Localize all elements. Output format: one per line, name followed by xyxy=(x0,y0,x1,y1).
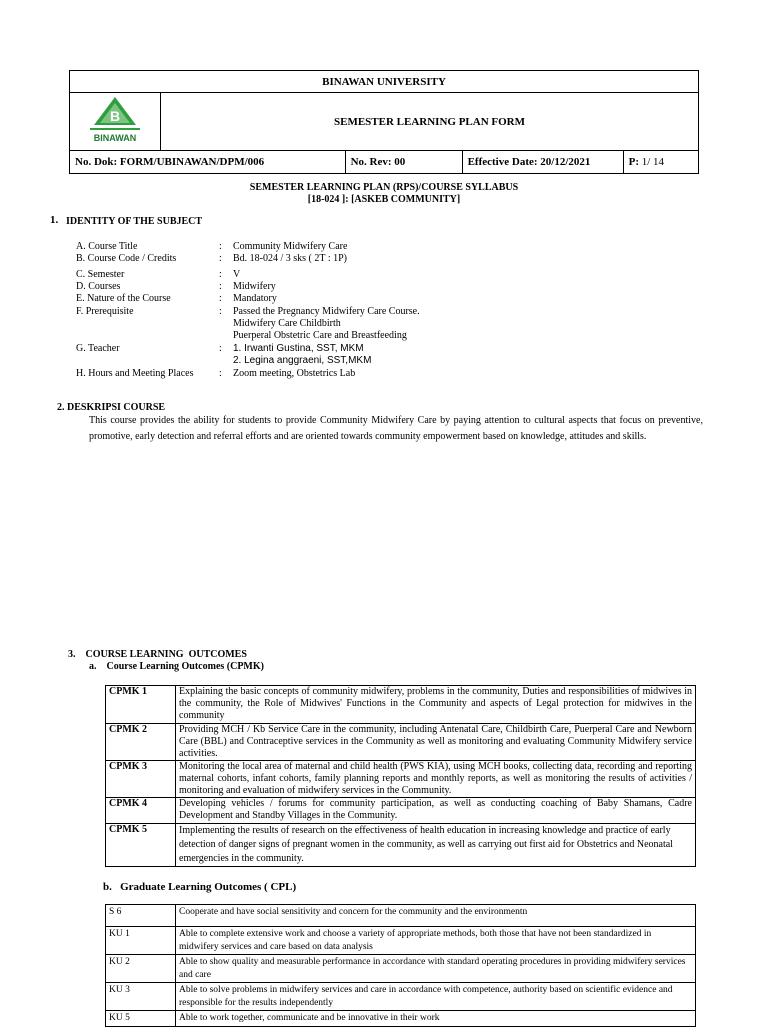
colon: : xyxy=(219,306,222,317)
identity-label: H. Hours and Meeting Places xyxy=(76,368,194,379)
colon: : xyxy=(219,269,222,280)
identity-value: V xyxy=(233,269,241,280)
syllabus-title xyxy=(0,182,768,206)
page-indicator: P: 1/ 14 xyxy=(628,156,665,168)
cpmk-text: Implementing the results of research on the effectiveness of health education in increasing knowledge and practice of early detection of danger signs of pregnant women in the community, as well as carrying out first aid for Obstetrics and Neonatal emergencies in the community. xyxy=(176,824,696,867)
table-row xyxy=(106,686,696,724)
identity-label: G. Teacher xyxy=(76,343,120,354)
identity-label: A. Course Title xyxy=(76,241,138,252)
table-row xyxy=(106,905,696,927)
doc-number: No. Dok: FORM/UBINAWAN/DPM/006 xyxy=(70,151,346,174)
cpmk-code: CPMK 4 xyxy=(106,798,176,824)
cpl-subheading: b. Graduate Learning Outcomes ( CPL) xyxy=(103,881,297,893)
identity-value: 1. Irwanti Gustina, SST, MKM xyxy=(233,343,364,354)
cpl-table xyxy=(105,904,696,1027)
cpmk-code: CPMK 2 xyxy=(106,724,176,761)
cpmk-code: CPMK 3 xyxy=(106,761,176,798)
colon: : xyxy=(219,368,222,379)
cpmk-code: CPMK 5 xyxy=(106,824,176,867)
identity-value-extra: Puerperal Obstetric Care and Breastfeeding xyxy=(233,330,407,341)
section1-number: 1. xyxy=(50,214,59,226)
cpl-text: Cooperate and have social sensitivity and concern for the community and the environmentn xyxy=(176,905,696,927)
section2-heading: 2. DESKRIPSI COURSE xyxy=(57,402,166,413)
cpmk-text: Developing vehicles / forums for community participation, as well as conducting coaching of Baby Shamans, Cadre Development and Standby Villages in the Community. xyxy=(176,798,696,824)
cpl-text: Able to complete extensive work and choose a variety of appropriate methods, both those that have not been standardized in midwifery services and care based on data analysis xyxy=(176,927,696,955)
colon: : xyxy=(219,281,222,292)
identity-value: Midwifery xyxy=(233,281,276,292)
colon: : xyxy=(219,253,222,264)
colon: : xyxy=(219,343,222,354)
table-row xyxy=(106,761,696,798)
cpl-code: KU 2 xyxy=(106,955,176,983)
table-row xyxy=(106,955,696,983)
syllabus-title-line2: [18-024 ]: [ASKEB COMMUNITY] xyxy=(307,194,461,205)
cpl-text: Able to work together, communicate and be innovative in their work xyxy=(176,1011,696,1027)
table-row xyxy=(106,798,696,824)
identity-value-extra: Midwifery Care Childbirth xyxy=(233,318,341,329)
cpl-code: KU 1 xyxy=(106,927,176,955)
identity-label: C. Semester xyxy=(76,269,125,280)
section3-heading: 3. COURSE LEARNING OUTCOMES xyxy=(68,649,247,660)
svg-text:BINAWAN: BINAWAN xyxy=(93,133,137,143)
svg-text:B: B xyxy=(109,108,121,124)
identity-value: Zoom meeting, Obstetrics Lab xyxy=(233,368,356,379)
table-row xyxy=(106,724,696,761)
table-row xyxy=(106,824,696,867)
table-row xyxy=(106,983,696,1011)
university-name: BINAWAN UNIVERSITY xyxy=(70,71,699,93)
cpmk-subheading: a. Course Learning Outcomes (CPMK) xyxy=(89,661,264,672)
effective-date: Effective Date: 20/12/2021 xyxy=(463,151,624,173)
identity-label: E. Nature of the Course xyxy=(76,293,171,304)
cpl-text: Able to show quality and measurable performance in accordance with standard operating procedures in providing midwifery services and care xyxy=(176,955,696,983)
identity-label: B. Course Code / Credits xyxy=(76,253,177,264)
form-title: SEMESTER LEARNING PLAN FORM xyxy=(161,93,699,151)
logo-cell xyxy=(70,93,161,151)
syllabus-title-line1: SEMESTER LEARNING PLAN (RPS)/COURSE SYLLABUS xyxy=(249,182,519,193)
cpmk-code: CPMK 1 xyxy=(106,686,176,724)
identity-value: Mandatory xyxy=(233,293,277,304)
identity-value: Community Midwifery Care xyxy=(233,241,348,252)
identity-value: Passed the Pregnancy Midwifery Care Course. xyxy=(233,306,420,317)
section1-heading: IDENTITY OF THE SUBJECT xyxy=(66,216,203,227)
cpmk-table xyxy=(105,685,696,867)
identity-value: Bd. 18-024 / 3 sks ( 2T : 1P) xyxy=(233,253,347,264)
identity-value-extra: 2. Legina anggraeni, SST,MKM xyxy=(233,355,372,366)
identity-label: F. Prerequisite xyxy=(76,306,134,317)
identity-label: D. Courses xyxy=(76,281,121,292)
course-description: This course provides the ability for students to provide Community Midwifery Care by paying attention to cultural aspects that focus on preventive, promotive, early detection and referral efforts and are oriented towards community empowerment based on knowledge, attitudes and skills. xyxy=(89,415,703,442)
colon: : xyxy=(219,241,222,252)
table-row xyxy=(106,927,696,955)
cpl-code: KU 3 xyxy=(106,983,176,1011)
cpmk-text: Explaining the basic concepts of community midwifery, problems in the community, Duties and responsibilities of midwives in the community, the Role of Midwives' Functions in the Community and aspects of Legal protection for midwives in the community xyxy=(176,686,696,724)
form-header-table xyxy=(69,70,699,174)
revision-number: No. Rev: 00 xyxy=(345,151,462,174)
binawan-logo-icon xyxy=(86,95,144,145)
cpmk-text: Providing MCH / Kb Service Care in the community, including Antenatal Care, Childbirth Care, Puerperal Care and Newborn Care (BBL) and Contraceptive services in the Community as well as monitoring and evaluating Community Midwifery service activities. xyxy=(176,724,696,761)
colon: : xyxy=(219,293,222,304)
cpl-code: S 6 xyxy=(106,905,176,927)
cpmk-text: Monitoring the local area of maternal and child health (PWS KIA), using MCH books, collecting data, recording and reporting maternal cohorts, infant cohorts, family planning reports and monthly reports, as well as monitoring the results of activities / monitoring and evaluation of midwifery services in the Community. xyxy=(176,761,696,798)
cpl-text: Able to solve problems in midwifery services and care in accordance with competence, authority based on scientific evidence and responsible for the results independently xyxy=(176,983,696,1011)
cpl-code: KU 5 xyxy=(106,1011,176,1027)
